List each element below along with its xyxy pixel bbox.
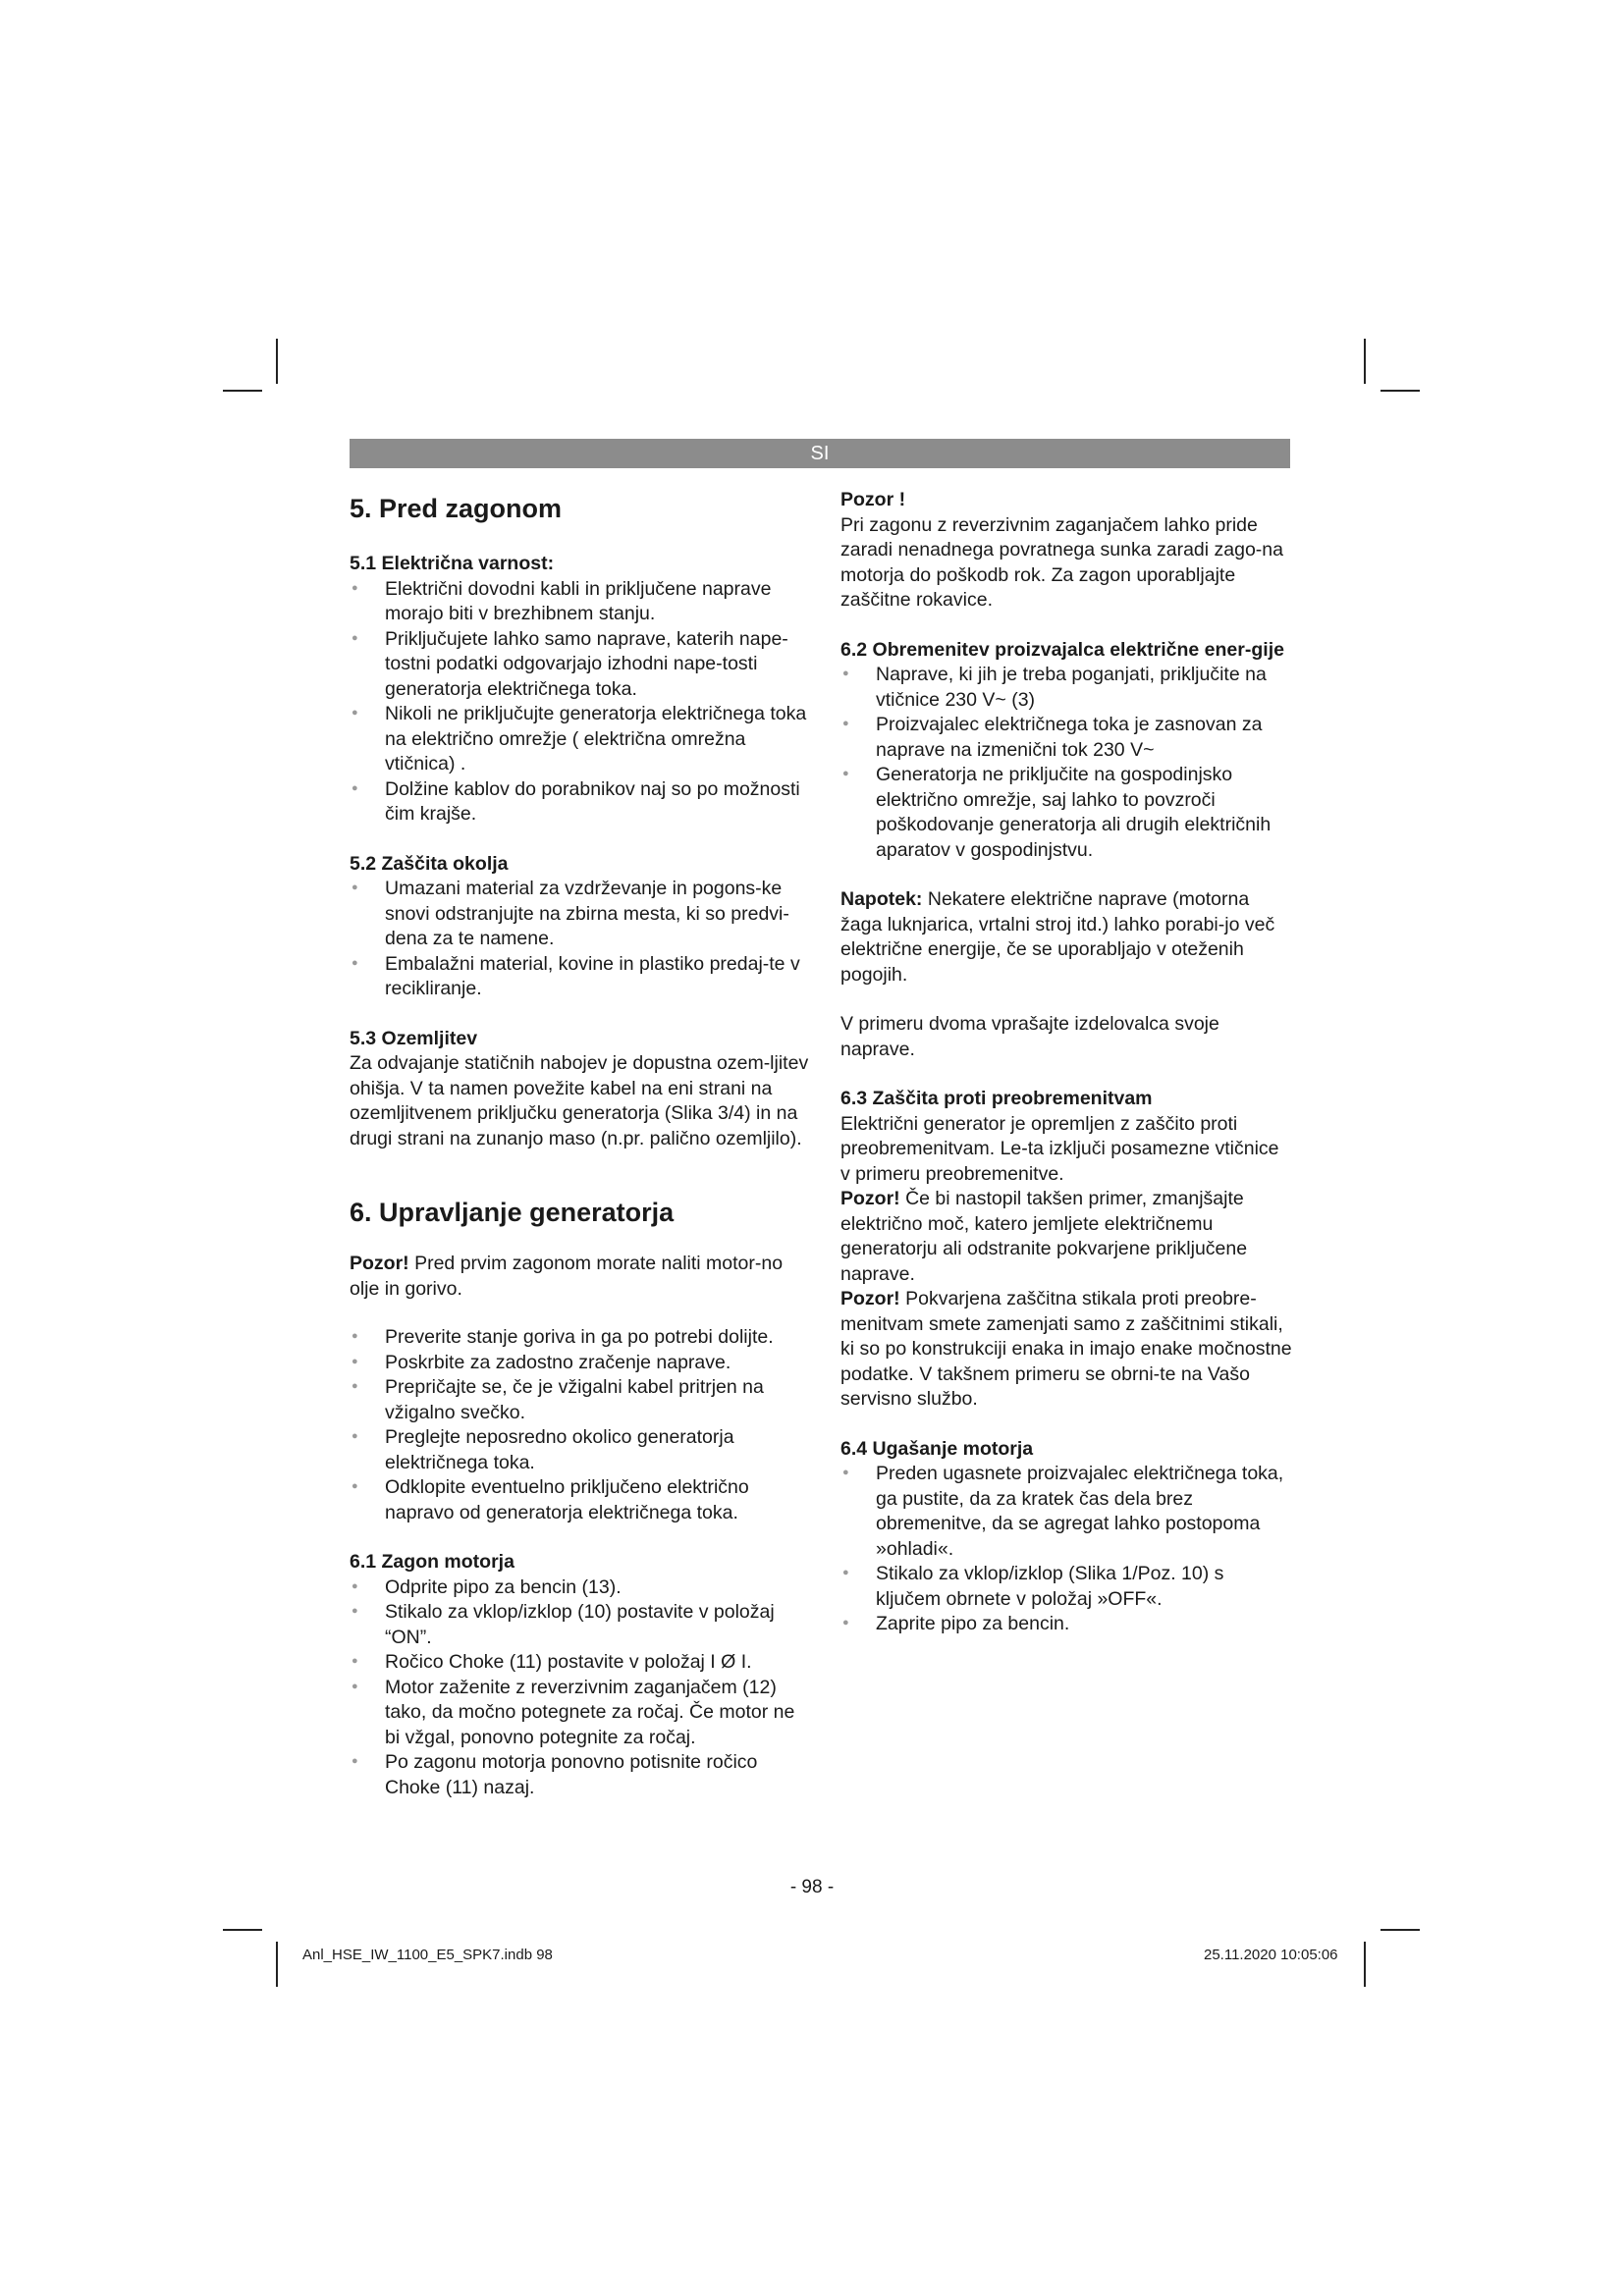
list-item: ● Električni dovodni kabli in priključene naprave morajo biti v brezhibnem stanju. bbox=[350, 577, 811, 627]
note-label: Napotek: bbox=[840, 888, 923, 910]
warning-text: Če bi nastopil takšen primer, zmanjšajte električno moč, katero jemljete električnemu generatorju ali odstranite pokvarjene priključene naprave. bbox=[840, 1188, 1248, 1285]
grounding-text: Za odvajanje statičnih nabojev je dopustna ozem-ljitev ohišja. V ta namen povežite kabel na eni strani na ozemljitvenem priključku generatorja (Slika 3/4) in na drugi strani na zunanjo maso (n.pr. palično ozemljilo). bbox=[350, 1052, 809, 1149]
crop-mark bbox=[1364, 339, 1366, 384]
bullet-list-6-1 bbox=[350, 1575, 811, 1801]
crop-mark bbox=[1380, 1929, 1420, 1931]
warning-title: Pozor ! bbox=[840, 489, 906, 510]
overload-text: Električni generator je opremljen z zaščito proti preobremenitvam. Le-ta izključi posamezne vtičnice v primeru preobremenitve. bbox=[840, 1112, 1279, 1185]
overload-warning-2 bbox=[840, 1287, 1292, 1413]
subsection-title-6-2: 6.2 Obremenitev proizvajalca električne ener-gije bbox=[840, 638, 1284, 661]
list-item: ● Naprave, ki jih je treba poganjati, priključite na vtičnice 230 V~ (3) bbox=[840, 663, 1292, 713]
list-item: ● Preverite stanje goriva in ga po potrebi dolijte. bbox=[350, 1325, 811, 1351]
crop-mark bbox=[223, 1929, 262, 1931]
subsection-title-6-3: 6.3 Zaščita proti preobremenitvam bbox=[840, 1088, 1153, 1109]
bullet-list-5-2 bbox=[350, 877, 811, 1002]
list-item: ● Po zagonu motorja ponovno potisnite ročico Choke (11) nazaj. bbox=[350, 1750, 811, 1800]
language-bar: SI bbox=[350, 439, 1290, 468]
list-item: ● Embalažni material, kovine in plastiko predaj-te v recikliranje. bbox=[350, 952, 811, 1002]
crop-mark bbox=[276, 1942, 278, 1987]
overload-warning-1 bbox=[840, 1187, 1292, 1287]
list-item: ● Odprite pipo za bencin (13). bbox=[350, 1575, 811, 1601]
list-item: ● Preden ugasnete proizvajalec električnega toka, ga pustite, da za kratek čas dela brez obremenitve, da se agregat lahko postopoma »ohladi«. bbox=[840, 1462, 1292, 1562]
warning-text: Pokvarjena zaščitna stikala proti preobre-menitvam smete zamenjati samo z zaščitnimi stikali, ki so po konstrukciji enaka in imajo enake močnostne podatke. V takšnem primeru se obrni-te na Vašo servisno službo. bbox=[840, 1288, 1292, 1410]
bullet-list-5-1 bbox=[350, 577, 811, 828]
subsection-title-5-1: 5.1 Električna varnost: bbox=[350, 553, 555, 574]
list-item: ● Nikoli ne priključujte generatorja električnega toka na električno omrežje ( električna omrežna vtičnica) . bbox=[350, 702, 811, 777]
section-heading-5: 5. Pred zagonom bbox=[350, 494, 563, 523]
crop-mark bbox=[1364, 1942, 1366, 1987]
list-item: ● Prepričajte se, če je vžigalni kabel pritrjen na vžigalno svečko. bbox=[350, 1375, 811, 1425]
right-column bbox=[840, 488, 1292, 1637]
list-item: ● Preglejte neposredno okolico generatorja električnega toka. bbox=[350, 1425, 811, 1475]
subsection-title-5-3: 5.3 Ozemljitev bbox=[350, 1027, 478, 1049]
bullet-list-6-2 bbox=[840, 663, 1292, 863]
checklist bbox=[350, 1325, 811, 1525]
footer-filename: Anl_HSE_IW_1100_E5_SPK7.indb 98 bbox=[302, 1947, 553, 1963]
bullet-list-6-4 bbox=[840, 1462, 1292, 1637]
page-number: - 98 - bbox=[789, 1877, 835, 1897]
warning-label: Pozor! bbox=[840, 1188, 900, 1209]
doubt-paragraph: V primeru dvoma vprašajte izdelovalca svoje naprave. bbox=[840, 1013, 1219, 1060]
footer-timestamp: 25.11.2020 10:05:06 bbox=[1204, 1947, 1338, 1963]
list-item: ● Motor zaženite z reverzivnim zaganjačem (12) tako, da močno potegnete za ročaj. Če motor ne bi vžgal, ponovno potegnite za ročaj. bbox=[350, 1676, 811, 1751]
list-item: ● Stikalo za vklop/izklop (Slika 1/Poz. 10) s ključem obrnete v položaj »OFF«. bbox=[840, 1562, 1292, 1612]
subsection-title-5-2: 5.2 Zaščita okolja bbox=[350, 852, 509, 875]
list-item: ● Priključujete lahko samo naprave, katerih nape-tostni podatki odgovarjajo izhodni nape-tosti generatorja električnega toka. bbox=[350, 627, 811, 703]
crop-mark bbox=[1380, 390, 1420, 392]
warning-paragraph bbox=[350, 1252, 811, 1302]
warning-text: Pri zagonu z reverzivnim zaganjačem lahko pride zaradi nenadnega povratnega sunka zaradi zago-na motorja do poškodb rok. Za zagon uporabljajte zaščitne rokavice. bbox=[840, 513, 1283, 611]
warning-label: Pozor! bbox=[840, 1288, 900, 1309]
list-item: ● Stikalo za vklop/izklop (10) postavite v položaj “ON”. bbox=[350, 1600, 811, 1650]
warning-label: Pozor! bbox=[350, 1253, 409, 1274]
warning-text: Pred prvim zagonom morate naliti motor-no olje in gorivo. bbox=[350, 1253, 784, 1300]
crop-mark bbox=[276, 339, 278, 384]
list-item: ● Poskrbite za zadostno zračenje naprave. bbox=[350, 1351, 811, 1376]
crop-mark bbox=[223, 390, 262, 392]
subsection-title-6-1: 6.1 Zagon motorja bbox=[350, 1551, 514, 1573]
note-paragraph bbox=[840, 887, 1292, 988]
left-column bbox=[350, 488, 811, 1800]
subsection-title-6-4: 6.4 Ugašanje motorja bbox=[840, 1437, 1034, 1460]
list-item: ● Dolžine kablov do porabnikov naj so po možnosti čim krajše. bbox=[350, 777, 811, 828]
list-item: ● Proizvajalec električnega toka je zasnovan za naprave na izmenični tok 230 V~ bbox=[840, 713, 1292, 763]
list-item: ● Ročico Choke (11) postavite v položaj I Ø I. bbox=[350, 1650, 811, 1676]
list-item: ● Odklopite eventuelno priključeno električno napravo od generatorja električnega toka. bbox=[350, 1475, 811, 1525]
note-text: Nekatere električne naprave (motorna žaga luknjarica, vrtalni stroj itd.) lahko porabi-jo več električne energije, če se uporabljajo v oteženih pogojih. bbox=[840, 888, 1275, 986]
list-item: ● Zaprite pipo za bencin. bbox=[840, 1612, 1292, 1637]
list-item: ● Generatorja ne priključite na gospodinjsko električno omrežje, saj lahko to povzroči poškodovanje generatorja ali drugih električnih aparatov v gospodinjstvu. bbox=[840, 763, 1292, 863]
list-item: ● Umazani material za vzdrževanje in pogons-ke snovi odstranjujte na zbirna mesta, ki so predvi-dena za te namene. bbox=[350, 877, 811, 952]
section-heading-6: 6. Upravljanje generatorja bbox=[350, 1198, 675, 1227]
